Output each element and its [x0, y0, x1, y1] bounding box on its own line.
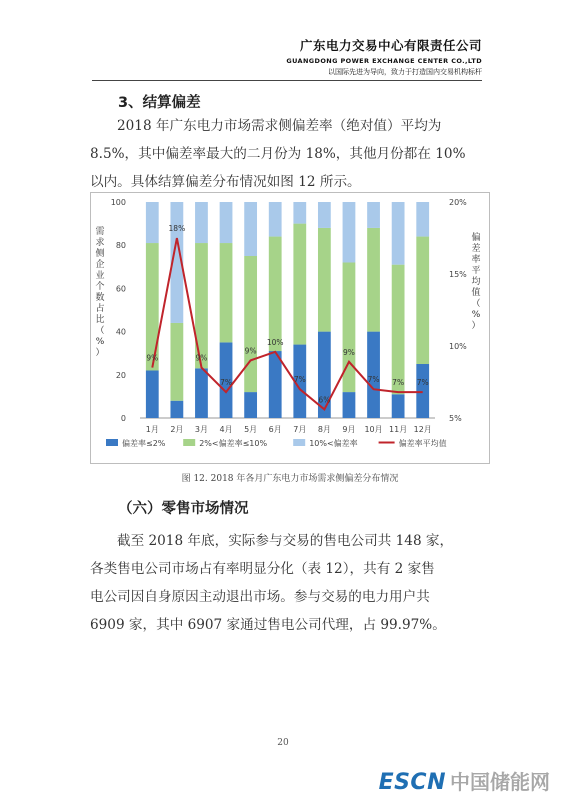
line-data-label: 9%: [343, 347, 355, 357]
paragraph-line: 电公司因自身原因主动退出市场。参与交易的电力用户共: [90, 589, 430, 605]
left-axis-label-char: 需: [95, 227, 105, 237]
line-data-label: 7%: [367, 375, 380, 385]
x-tick-label: 12月: [413, 425, 432, 434]
right-axis-label-char: 均: [471, 277, 481, 287]
bar-segment-s3: [195, 202, 208, 243]
line-data-label: 6%: [318, 395, 331, 405]
bar-segment-s2: [195, 243, 208, 368]
right-tick-label: 20%: [449, 198, 467, 207]
left-axis-label-char: 求: [95, 238, 105, 248]
paragraph-line: 6909 家，其中 6907 家通过售电公司代理，占 99.97%。: [90, 617, 446, 633]
x-tick-label: 11月: [389, 425, 408, 434]
right-axis-label: [471, 231, 480, 331]
section-6-paragraph: [90, 527, 490, 639]
line-data-label: 9%: [195, 353, 208, 363]
bar-segment-s1: [195, 368, 208, 418]
bar-segment-s3: [220, 202, 233, 243]
deviation-distribution-chart: [90, 192, 490, 464]
x-tick-label: 3月: [194, 425, 209, 434]
left-axis-label-char: 比: [95, 315, 105, 325]
left-axis-label-char: （: [95, 326, 105, 336]
header-divider: [92, 80, 482, 81]
bar-segment-s3: [367, 202, 380, 228]
left-axis-label-char: 数: [95, 293, 105, 303]
bar-segment-s1: [269, 351, 282, 418]
paragraph-line: 各类售电公司市场占有率明显分化（表 12），共有 2 家售: [90, 561, 435, 577]
right-tick-label: 5%: [449, 414, 462, 423]
bar-segment-s3: [343, 202, 356, 262]
bar-segment-s2: [266, 237, 284, 351]
left-axis-label-char: 业: [95, 271, 105, 281]
x-tick-label: 4月: [219, 425, 233, 434]
left-tick-label: 100: [110, 198, 126, 207]
legend-swatch: [183, 439, 195, 446]
bar-segment-s3: [293, 202, 306, 224]
left-axis-label-char: 侧: [95, 249, 105, 259]
bar-segment-s1: [392, 394, 405, 418]
paragraph-line: 8.5%，其中偏差率最大的二月份为 18%，其他月份都在 10%: [90, 146, 466, 162]
page-header: [286, 36, 482, 77]
bar-segment-s2: [293, 224, 306, 345]
section-6-title: （六）零售市场情况: [118, 501, 249, 517]
x-tick-label: 7月: [293, 425, 307, 434]
line-data-label: 7%: [220, 378, 232, 388]
company-slogan: 以国际先进为导向，致力于打造国内交易机构标杆: [328, 68, 482, 76]
left-axis-label-char: 企: [95, 260, 105, 270]
bar-segment-s2: [367, 228, 380, 332]
company-name-cn: 广东电力交易中心有限责任公司: [299, 38, 482, 53]
left-axis-label-char: 个: [95, 282, 105, 292]
bar-segment-s3: [244, 202, 257, 256]
bar-segment-s2: [146, 243, 159, 370]
watermark: [379, 766, 550, 795]
legend-swatch: [293, 439, 305, 446]
section-3-title: 3、结算偏差: [118, 95, 201, 111]
bar-segment-s1: [170, 401, 183, 418]
paragraph-line: 以内。具体结算偏差分布情况如图 12 所示。: [90, 174, 361, 190]
line-data-label: 18%: [168, 224, 186, 233]
bar-segment-s1: [146, 370, 159, 418]
bar-segment-s1: [244, 392, 257, 418]
bar-segment-s3: [392, 202, 405, 265]
page-number: 20: [277, 738, 289, 748]
right-tick-label: 10%: [449, 342, 467, 351]
x-tick-label: 6月: [268, 425, 282, 434]
paragraph-line: 2018 年广东电力市场需求侧偏差率（绝对值）平均为: [117, 118, 442, 134]
x-tick-label: 10月: [364, 425, 383, 434]
legend-label: 偏差率平均值: [398, 439, 447, 448]
legend-label: 偏差率≤2%: [122, 439, 166, 448]
right-axis-label-char: 平: [471, 266, 481, 276]
left-axis-label-char: %: [95, 337, 105, 347]
bar-segment-s1: [416, 364, 429, 418]
section-3-paragraph: [90, 112, 490, 196]
bar-segment-s2: [318, 228, 331, 332]
bar-segment-s2: [220, 243, 233, 342]
left-tick-label: 80: [115, 241, 126, 251]
x-tick-label: 9月: [342, 425, 356, 434]
bar-segment-s3: [269, 202, 282, 237]
paragraph-line: 截至 2018 年底，实际参与交易的售电公司共 148 家，: [117, 533, 454, 549]
figure-caption: 图 12. 2018 年各月广东电力市场需求侧偏差分布情况: [181, 474, 399, 484]
legend-label: 2%<偏差率≤10%: [199, 439, 268, 448]
watermark-cn: 中国储能网: [450, 770, 550, 794]
bar-segment-s2: [416, 237, 429, 364]
right-tick-label: 15%: [449, 270, 467, 279]
bar-segment-s3: [416, 202, 429, 237]
left-axis-label-char: ）: [95, 348, 105, 358]
left-tick-label: 0: [120, 414, 126, 423]
right-axis-label-char: 差: [471, 244, 481, 254]
bar-segment-s1: [343, 392, 356, 418]
watermark-latin: ESCN: [378, 770, 446, 795]
x-tick-label: 1月: [145, 425, 159, 434]
bar-segment-s3: [146, 202, 159, 243]
right-axis-label-char: 率: [471, 255, 481, 265]
x-tick-label: 8月: [317, 425, 331, 434]
left-axis-label-char: 占: [95, 304, 105, 314]
bar-segment-s2: [170, 323, 183, 401]
legend-swatch: [106, 439, 118, 446]
legend-label: 10%<偏差率: [309, 439, 358, 448]
line-data-label: 7%: [416, 378, 429, 388]
x-tick-label: 5月: [244, 425, 258, 434]
right-axis-label-char: ）: [471, 321, 481, 331]
company-name-en: GUANGDONG POWER EXCHANGE CENTER CO.,LTD: [286, 57, 482, 65]
bar-segment-s2: [392, 265, 405, 395]
line-data-label: 9%: [146, 353, 159, 363]
left-tick-label: 40: [115, 327, 126, 337]
x-tick-label: 2月: [170, 425, 184, 434]
right-axis-label-char: %: [471, 310, 481, 320]
right-axis-label-char: 值: [471, 288, 481, 298]
right-axis-label-char: 偏: [471, 233, 481, 243]
bar-segment-s3: [318, 202, 331, 228]
left-tick-label: 20: [115, 370, 126, 380]
left-tick-label: 60: [115, 284, 126, 294]
line-data-label: 7%: [392, 378, 405, 388]
line-data-label: 7%: [293, 375, 306, 385]
line-data-label: 10%: [266, 337, 284, 347]
line-data-label: 9%: [244, 346, 257, 356]
right-axis-label-char: （: [471, 299, 481, 309]
bar-segment-s2: [244, 256, 257, 392]
